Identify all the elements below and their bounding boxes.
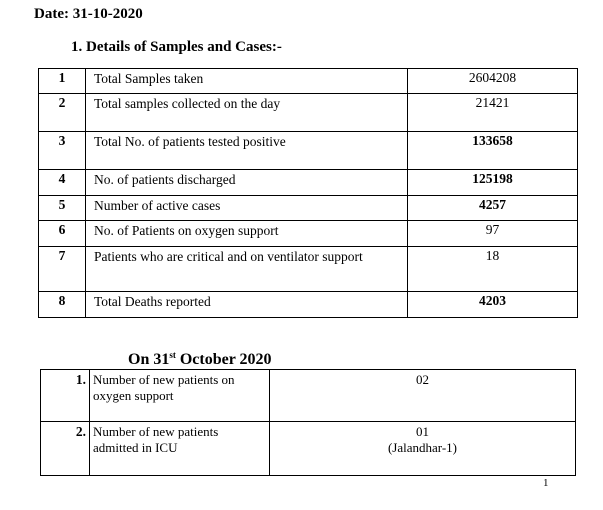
page-number: 1 — [543, 477, 549, 489]
row-label: Number of new patients admitted in ICU — [90, 422, 270, 476]
table-row — [39, 69, 578, 94]
row-label: No. of patients discharged — [86, 170, 408, 196]
row-number: 1 — [39, 69, 86, 94]
row-label: Total No. of patients tested positive — [86, 132, 408, 170]
row-value: 125198 — [408, 170, 578, 196]
row-label: Patients who are critical and on ventilator support — [86, 247, 408, 292]
daily-subheading — [128, 351, 272, 369]
subheading-suffix: October 2020 — [175, 351, 272, 368]
row-value: 18 — [408, 247, 578, 292]
row-number: 6 — [39, 221, 86, 247]
table-row — [39, 94, 578, 132]
row-number: 1. — [41, 370, 90, 422]
subheading-ordinal: st — [169, 350, 176, 360]
row-number: 8 — [39, 292, 86, 318]
row-value — [270, 370, 576, 422]
row-number: 4 — [39, 170, 86, 196]
row-value-main: 01 — [416, 424, 429, 439]
row-label: No. of Patients on oxygen support — [86, 221, 408, 247]
row-number: 2. — [41, 422, 90, 476]
row-value: 21421 — [408, 94, 578, 132]
row-number: 7 — [39, 247, 86, 292]
row-label: Total Samples taken — [86, 69, 408, 94]
row-value: 97 — [408, 221, 578, 247]
samples-cases-table — [38, 68, 578, 318]
table-row — [41, 370, 576, 422]
row-number: 5 — [39, 196, 86, 221]
daily-new-patients-table — [40, 369, 576, 476]
report-date: Date: 31-10-2020 — [34, 6, 143, 22]
row-label: Total Deaths reported — [86, 292, 408, 318]
table-row — [39, 247, 578, 292]
table-row — [39, 221, 578, 247]
table-row — [39, 132, 578, 170]
row-number: 2 — [39, 94, 86, 132]
table-row — [39, 170, 578, 196]
row-value: 2604208 — [408, 69, 578, 94]
row-value-note: (Jalandhar-1) — [387, 440, 458, 455]
row-label: Total samples collected on the day — [86, 94, 408, 132]
row-value: 4257 — [408, 196, 578, 221]
row-label: Number of new patients on oxygen support — [90, 370, 270, 422]
row-value — [270, 422, 576, 476]
subheading-prefix: On 31 — [128, 351, 170, 368]
table-row — [39, 292, 578, 318]
row-value: 133658 — [408, 132, 578, 170]
row-number: 3 — [39, 132, 86, 170]
table-row — [41, 422, 576, 476]
section-title: 1. Details of Samples and Cases:- — [71, 39, 282, 55]
row-label: Number of active cases — [86, 196, 408, 221]
row-value: 4203 — [408, 292, 578, 318]
row-value-main: 02 — [416, 372, 429, 387]
table-row — [39, 196, 578, 221]
